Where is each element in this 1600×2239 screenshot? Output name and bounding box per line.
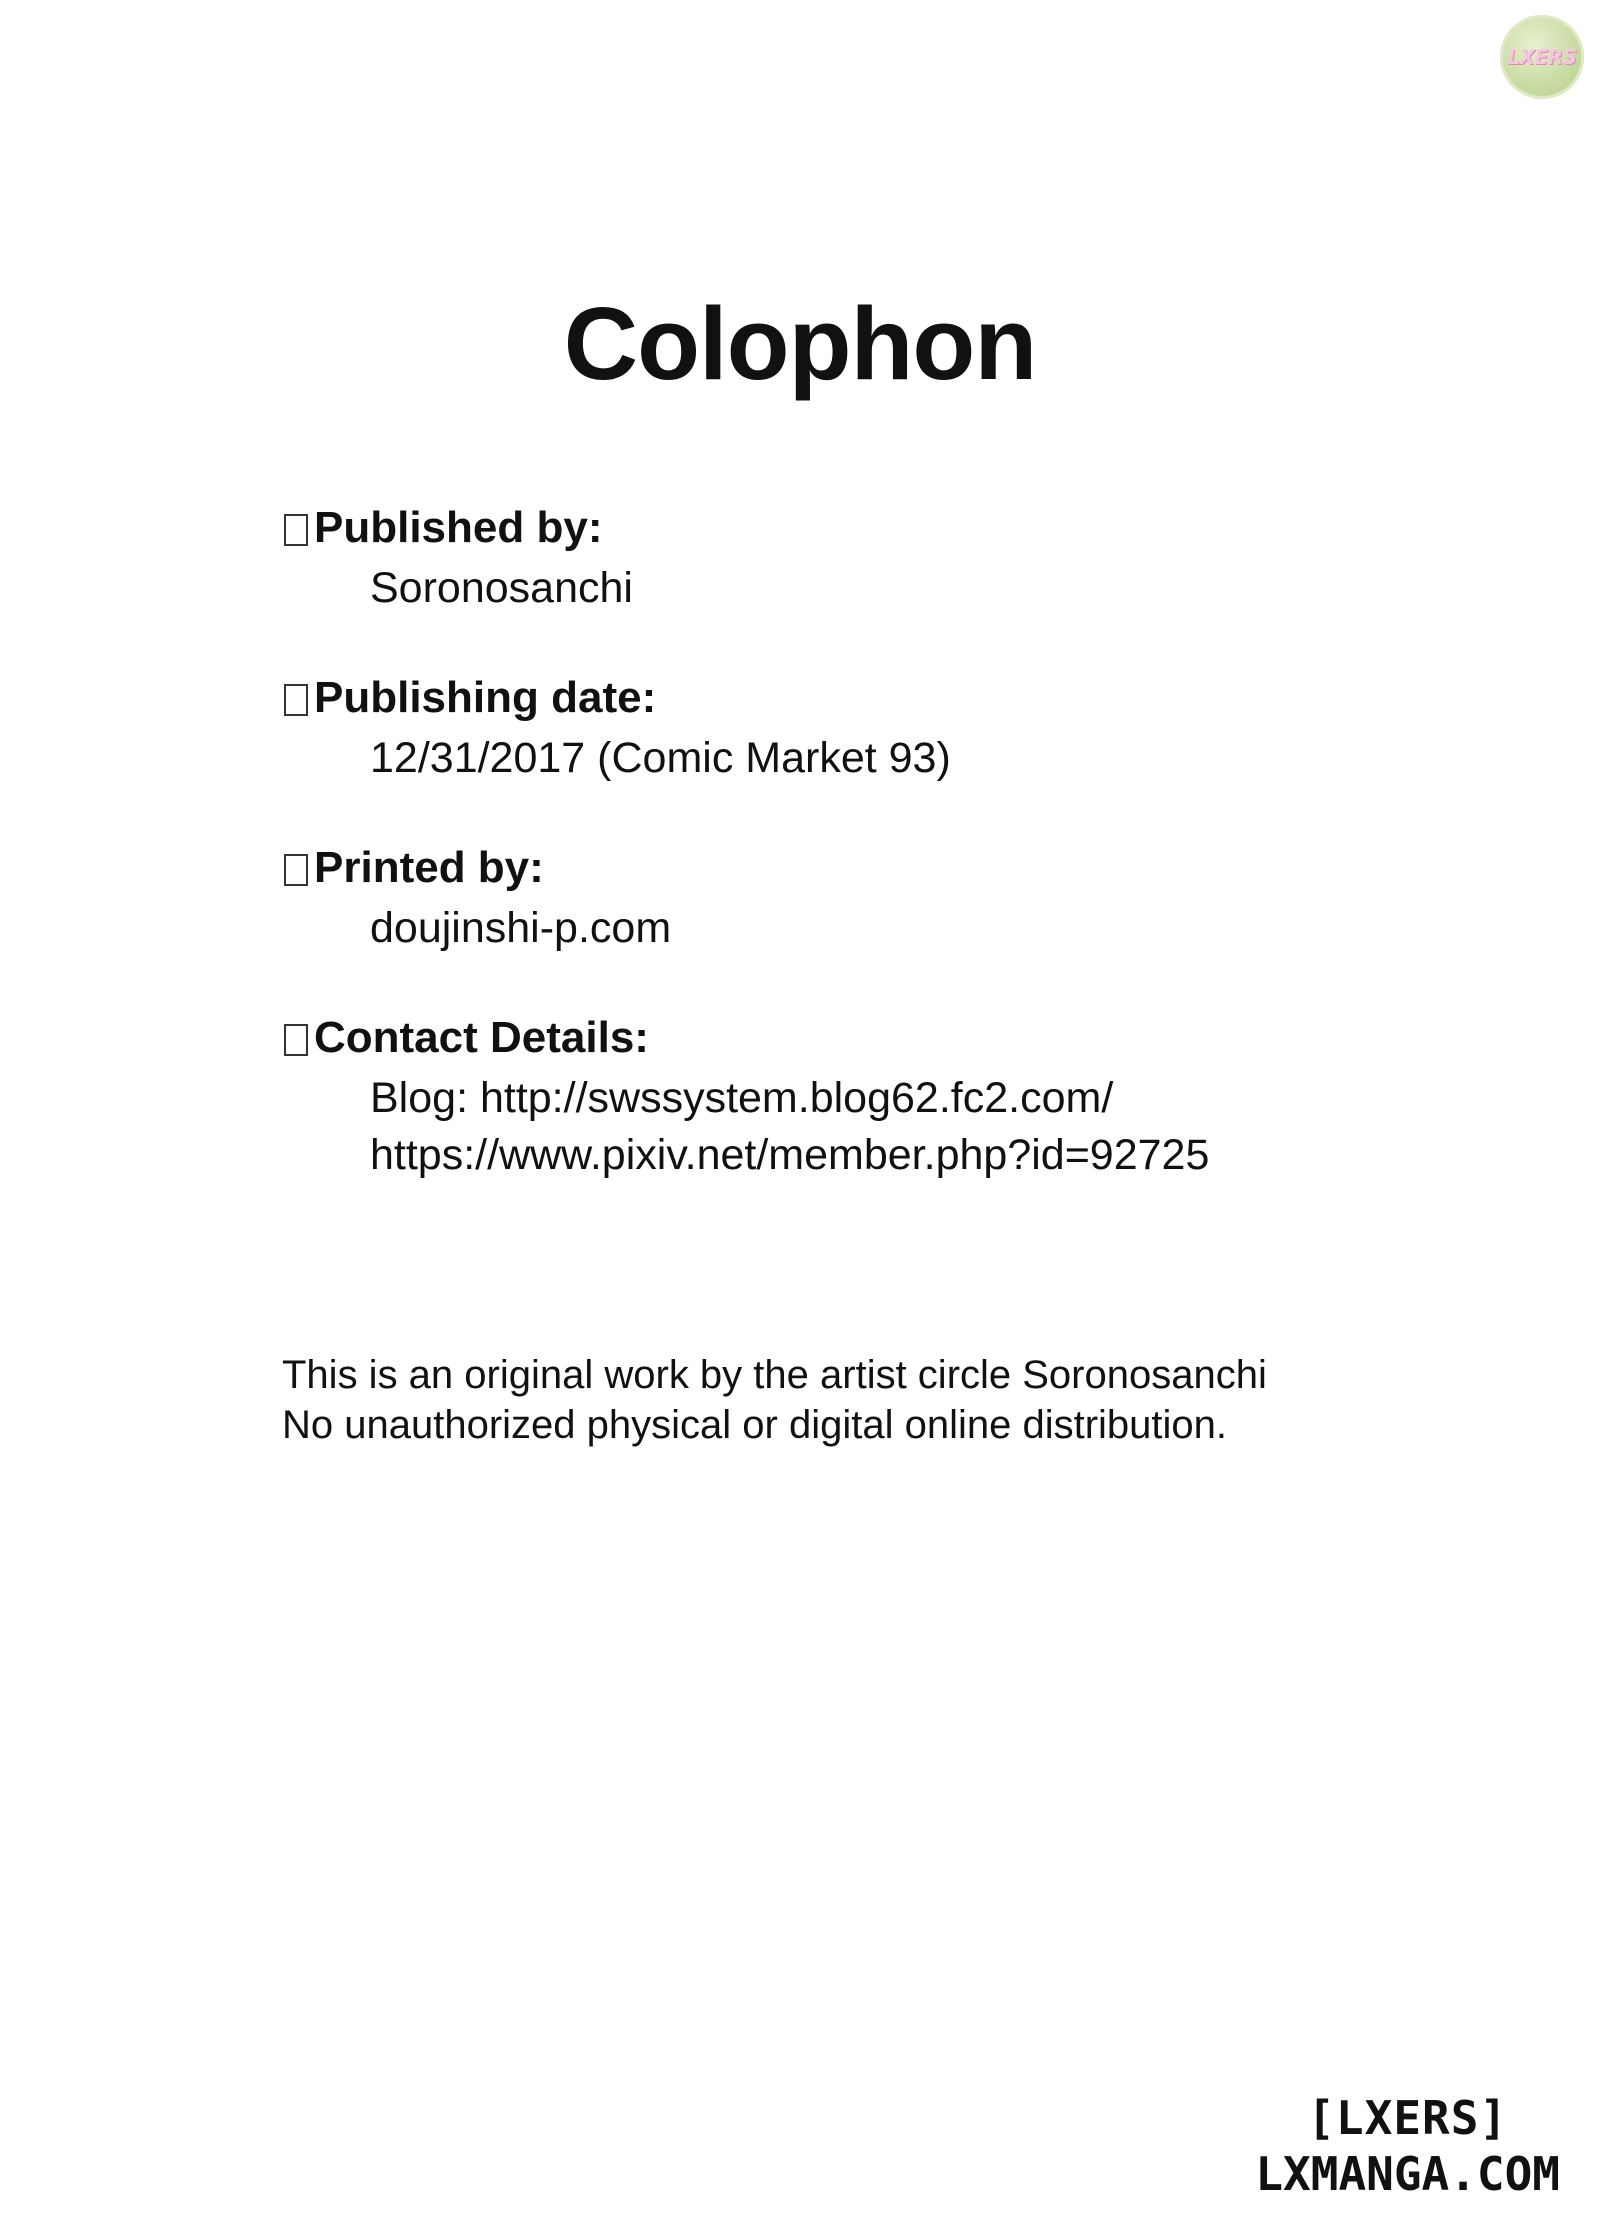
box-bullet-icon <box>284 514 308 546</box>
pixiv-url: https://www.pixiv.net/member.php?id=92725 <box>370 1131 1210 1179</box>
section-heading <box>284 843 671 892</box>
notice-line-2: No unauthorized physical or digital online distribution. <box>282 1403 1227 1447</box>
section-contact-details <box>284 1013 1210 1184</box>
section-printed-by <box>284 843 672 957</box>
section-publishing-date <box>284 673 951 787</box>
contact-values <box>370 1070 1209 1184</box>
section-heading-label: Contact Details: <box>314 1013 649 1062</box>
watermark-line-1: [LXERS] <box>1307 2091 1509 2145</box>
publishing-date-value: 12/31/2017 (Comic Market 93) <box>370 734 951 782</box>
section-heading <box>284 503 633 552</box>
box-bullet-icon <box>284 684 308 716</box>
section-heading-label: Published by: <box>314 503 603 552</box>
lxers-logo-badge <box>1500 15 1584 99</box>
lxers-logo-text: LXERS <box>1507 45 1577 69</box>
section-heading <box>284 673 951 722</box>
box-bullet-icon <box>284 854 308 886</box>
printer-name: doujinshi-p.com <box>370 904 672 952</box>
page-title: Colophon <box>563 286 1037 401</box>
watermark-line-2: LXMANGA.COM <box>1255 2147 1560 2201</box>
site-watermark <box>1255 2090 1560 2202</box>
blog-url: Blog: http://swssystem.blog62.fc2.com/ <box>370 1074 1114 1122</box>
copyright-notice <box>282 1350 1267 1450</box>
box-bullet-icon <box>284 1024 308 1056</box>
section-heading <box>284 1013 1209 1062</box>
section-heading-label: Printed by: <box>314 843 544 892</box>
section-published-by <box>284 503 633 617</box>
publisher-name: Soronosanchi <box>370 564 633 612</box>
notice-line-1: This is an original work by the artist circle Soronosanchi <box>282 1353 1267 1397</box>
section-heading-label: Publishing date: <box>314 673 657 722</box>
